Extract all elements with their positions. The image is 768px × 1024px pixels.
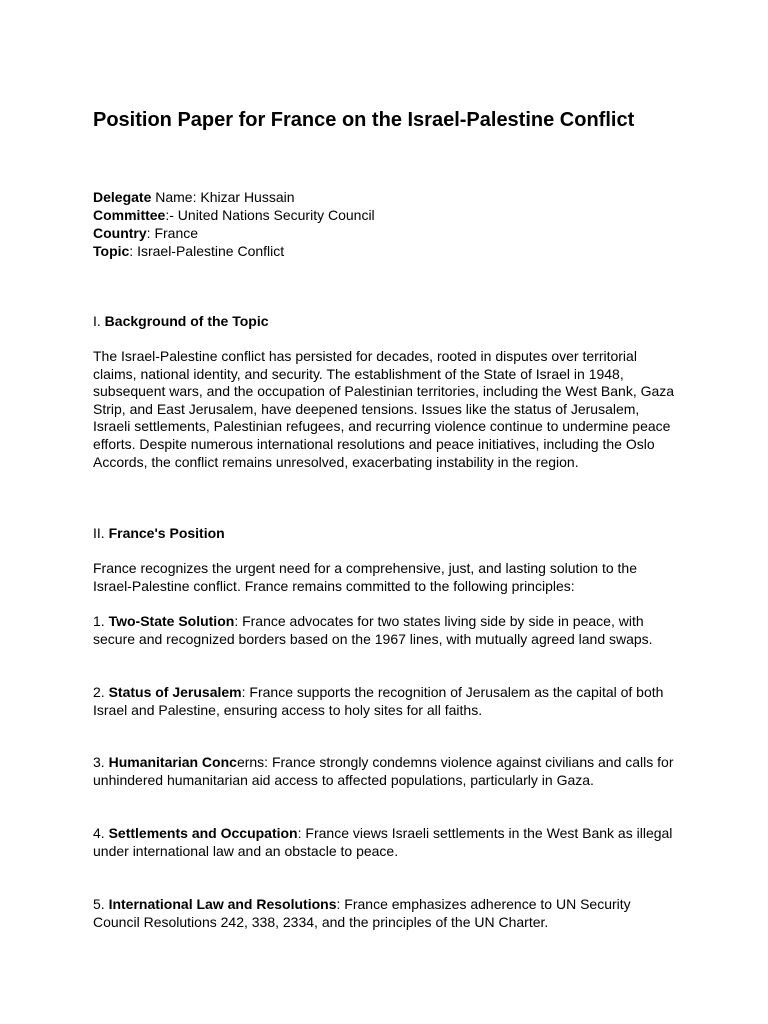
section-number: I. <box>93 313 105 329</box>
section-1-body: The Israel-Palestine conflict has persisted for decades, rooted in disputes over territorial claims, national identity, and security. The establishment of the State of Israel in 1948, subsequent wars, and the occupation of Palestinian territories, including the West Bank, Gaza Strip, and East Jerusalem, have deepened tensions. Issues like the status of Jerusalem, Israeli settlements, Palestinian refugees, and recurring violence continue to undermine peace efforts. Despite numerous international resolutions and peace initiatives, including the Oslo Accords, the conflict remains unresolved, exacerbating instability in the region. <box>93 348 675 470</box>
meta-label: Delegate <box>93 189 152 205</box>
meta-label: Topic <box>93 243 130 259</box>
meta-country <box>93 224 375 242</box>
point-number: 1. <box>93 613 109 629</box>
point-text: : France views Israeli settlements in the West Bank as illegal under international law and an obstacle to peace. <box>93 825 673 859</box>
point-title: Status of Jerusalem <box>108 684 242 700</box>
meta-value: :- United Nations Security Council <box>165 207 375 223</box>
point-text: erns: France strongly condemns violence against civilians and calls for unhindered humanitarian aid access to affected populations, particularly in Gaza. <box>93 754 674 788</box>
section-number: II. <box>93 525 109 541</box>
point-title: International Law and Resolutions <box>108 896 337 912</box>
point-title: Two-State Solution <box>108 613 235 629</box>
point-number: 5. <box>93 896 109 912</box>
position-point <box>93 825 678 860</box>
point-text: : France supports the recognition of Jerusalem as the capital of both Israel and Palestine, ensuring access to holy sites for all faiths. <box>93 684 664 718</box>
meta-topic <box>93 242 375 260</box>
delegate-info <box>93 188 375 260</box>
meta-value: : France <box>146 225 199 241</box>
point-text: : France emphasizes adherence to UN Security Council Resolutions 242, 338, 2334, and the principles of the UN Charter. <box>93 896 631 930</box>
section-2-heading <box>93 525 678 543</box>
meta-delegate <box>93 188 375 206</box>
section-1-heading <box>93 313 678 331</box>
meta-value: Name: Khizar Hussain <box>151 189 295 205</box>
point-number: 4. <box>93 825 109 841</box>
point-title: Settlements and Occupation <box>108 825 298 841</box>
page-title: Position Paper for France on the Israel-Palestine Conflict <box>93 109 635 131</box>
section-title: France's Position <box>108 525 225 541</box>
meta-label: Committee <box>93 207 166 223</box>
point-title: Humanitarian Conc <box>108 754 237 770</box>
meta-label: Country <box>93 225 147 241</box>
point-number: 3. <box>93 754 109 770</box>
point-text: : France advocates for two states living side by side in peace, with secure and recognized borders based on the 1967 lines, with mutually agreed land swaps. <box>93 613 653 647</box>
position-point <box>93 613 678 648</box>
position-point <box>93 684 678 719</box>
meta-committee <box>93 206 375 224</box>
position-point <box>93 754 678 789</box>
section-2-intro: France recognizes the urgent need for a comprehensive, just, and lasting solution to the Israel-Palestine conflict. France remains committed to the following principles: <box>93 560 637 594</box>
point-number: 2. <box>93 684 109 700</box>
meta-value: : Israel-Palestine Conflict <box>129 243 285 259</box>
section-title: Background of the Topic <box>104 313 269 329</box>
position-point <box>93 896 678 931</box>
